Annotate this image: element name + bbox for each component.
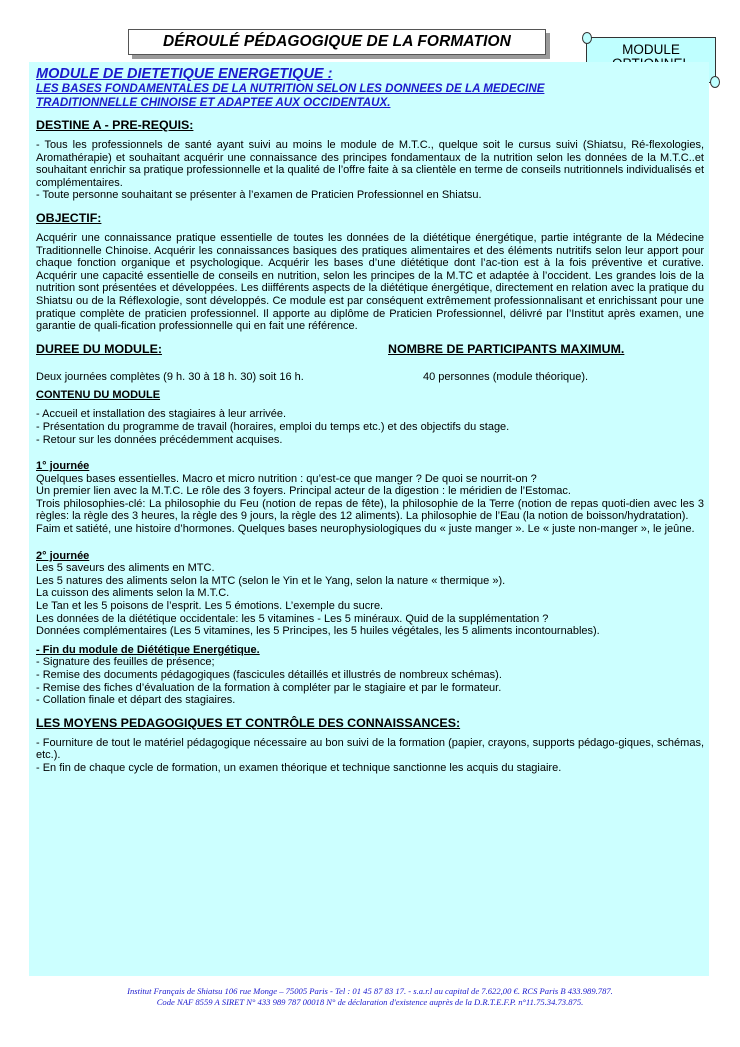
end-item: - Signature des feuilles de présence; (36, 656, 215, 669)
participants-text: 40 personnes (module théorique). (423, 370, 589, 383)
end-item: - Collation finale et départ des stagiaires. (36, 694, 236, 707)
end-of-module-heading: - Fin du module de Diététique Energétique. (36, 643, 260, 656)
module-title: MODULE DE DIETETIQUE ENERGETIQUE : (36, 66, 333, 82)
document-body (36, 66, 704, 775)
section-heading-duree: DUREE DU MODULE: (36, 341, 162, 356)
day2-item: Les données de la diététique occidentale: les 5 vitamines - Les 5 minéraux. Quid de la supplémentation ? (36, 612, 549, 625)
intro-item: - Accueil et installation des stagiaires à leur arrivée. (36, 408, 287, 421)
duration-participants-values (36, 371, 704, 384)
duration-participants-headings (36, 342, 704, 357)
end-item: - Remise des documents pédagogiques (fascicules détaillés et illustrés de nombreux schémas). (36, 669, 502, 681)
moyens-paragraph-2: - En fin de chaque cycle de formation, un examen théorique et technique sanctionne les acquis du stagiaire. (36, 761, 562, 774)
footer-line-2: Code NAF 8559 A SIRET N° 433 989 787 00018 N° de déclaration d'existence auprès de la D.R.T.E.F.P. n°11.75.34.73.875. (156, 997, 584, 1007)
destine-paragraph-2: - Toute personne souhaitant se présenter à l’examen de Praticien Professionnel en Shiatsu. (36, 189, 482, 202)
intro-item: - Présentation du programme de travail (horaires, emploi du temps etc.) et des objectifs du stage. (36, 420, 510, 433)
day1-item: Trois philosophies-clé: La philosophie du Feu (notion de repas de fête), la philosophie de la Terre (notion de repas quoti-dien avec les 3 règles: la règle des 3 heures, la règle des 9 jours, la règle des 12 aliments). La philosophie de l’Eau (la notion de boisson/hydratation). (36, 497, 704, 523)
moyens-paragraph-1: - Fourniture de tout le matériel pédagogique nécessaire au bon suivi de la formation (papier, crayons, supports pédago-giques, schémas, etc.). (36, 736, 704, 762)
end-item: - Remise des fiches d’évaluation de la formation à compléter par le stagiaire et par le formateur. (36, 681, 502, 694)
page-title (128, 29, 546, 55)
badge-line-1: MODULE (622, 42, 680, 57)
section-heading-moyens: LES MOYENS PEDAGOGIQUES ET CONTRÔLE DES CONNAISSANCES: (36, 715, 461, 730)
objectif-paragraph: Acquérir une connaissance pratique essentielle de toutes les données de la diététique énergétique, partie intégrante de la Médecine Traditionnelle Chinoise. Acquérir les connaissances basiques des pratiques alimentaires et des éléments nutritifs selon leur apport pour chaque fonction organique et psychologique. Acquérir les bases d’une diététique dont l’ac-tion est à la fois préventive et curative. Acquérir une capacité essentielle de conseils en nutrition, selon les principes de la M.TC et adaptée à l’occident. Les grandes lois de la nutrition sont présentées et développées. Les diifférents aspects de la diététique énergétique, directement en relation avec la pratique du Shiatsu ou de la Réflexologie, sont développés. Ce module est par conséquent extrêmement professionnalisant et enrichissant pour une pratique complète de praticien professionnel. Il apporte au diplôme de Praticien Professionnel, délivré par l’Institut après examen, une garantie de quali-fication professionnelle qui en fait une référence. (36, 231, 704, 333)
module-subtitle: LES BASES FONDAMENTALES DE LA NUTRITION SELON LES DONNEES DE LA MEDECINE TRADITIONNELLE CHINOISE ET ADAPTEE AUX OCCIDENTAUX. (36, 82, 545, 109)
intro-item: - Retour sur les données précédemment acquises. (36, 433, 283, 446)
page-title-text: DÉROULÉ PÉDAGOGIQUE DE LA FORMATION (163, 33, 511, 50)
day1-heading: 1° journée (36, 460, 90, 473)
section-heading-destine: DESTINE A - PRE-REQUIS: (36, 118, 194, 132)
duree-text: Deux journées complètes (9 h. 30 à 18 h. 30) soit 16 h. (36, 370, 304, 383)
day2-item: Les 5 saveurs des aliments en MTC. (36, 562, 215, 575)
day1-item: Faim et satiété, une histoire d’hormones. Quelques bases neurophysiologiques du « juste manger ». Le « juste non-manger », le jeûne. (36, 523, 695, 536)
day2-item: Le Tan et les 5 poisons de l’esprit. Les 5 émotions. L’exemple du sucre. (36, 600, 384, 613)
destine-paragraph-1: - Tous les professionnels de santé ayant suivi au moins le module de M.T.C., quelque soit le cursus suivi (Shiatsu, Ré-flexologies, Aromathérapie) et souhaitant acquérir une connaissance des principes fondamentaux de la nutrition selon les données de la M.T.C..et souhaitant enrichir sa pratique professionnelle et la qualité de l’offre faite à sa clientèle en terme de conseils nutritionnels individualisés et complémentaires. (36, 139, 704, 189)
footer-line-1: Institut Français de Shiatsu 106 rue Monge – 75005 Paris - Tel : 01 45 87 83 17. - s.a.r.l au capital de 7.622,00 €. RCS Paris B 433.989.787. (127, 986, 613, 996)
day1-item: Un premier lien avec la M.T.C. Le rôle des 3 foyers. Principal acteur de la digestion : le méridien de l’Estomac. (36, 485, 571, 498)
section-heading-contenu: CONTENU DU MODULE (36, 389, 161, 402)
day1-item: Quelques bases essentielles. Macro et micro nutrition : qu’est-ce que manger ? De quoi se nourrit-on ? (36, 472, 537, 485)
day2-heading: 2° journée (36, 549, 90, 562)
day2-item: Les 5 natures des aliments selon la MTC (selon le Yin et le Yang, selon la nature « thermique »). (36, 574, 506, 587)
day2-item: La cuisson des aliments selon la M.T.C. (36, 587, 230, 600)
day2-item: Données complémentaires (Les 5 vitamines, les 5 Principes, les 5 huiles végétales, les 5 aliments incontournables). (36, 625, 600, 638)
footer (0, 986, 740, 1008)
section-heading-participants: NOMBRE DE PARTICIPANTS MAXIMUM. (388, 341, 625, 356)
section-heading-objectif: OBJECTIF: (36, 210, 102, 225)
